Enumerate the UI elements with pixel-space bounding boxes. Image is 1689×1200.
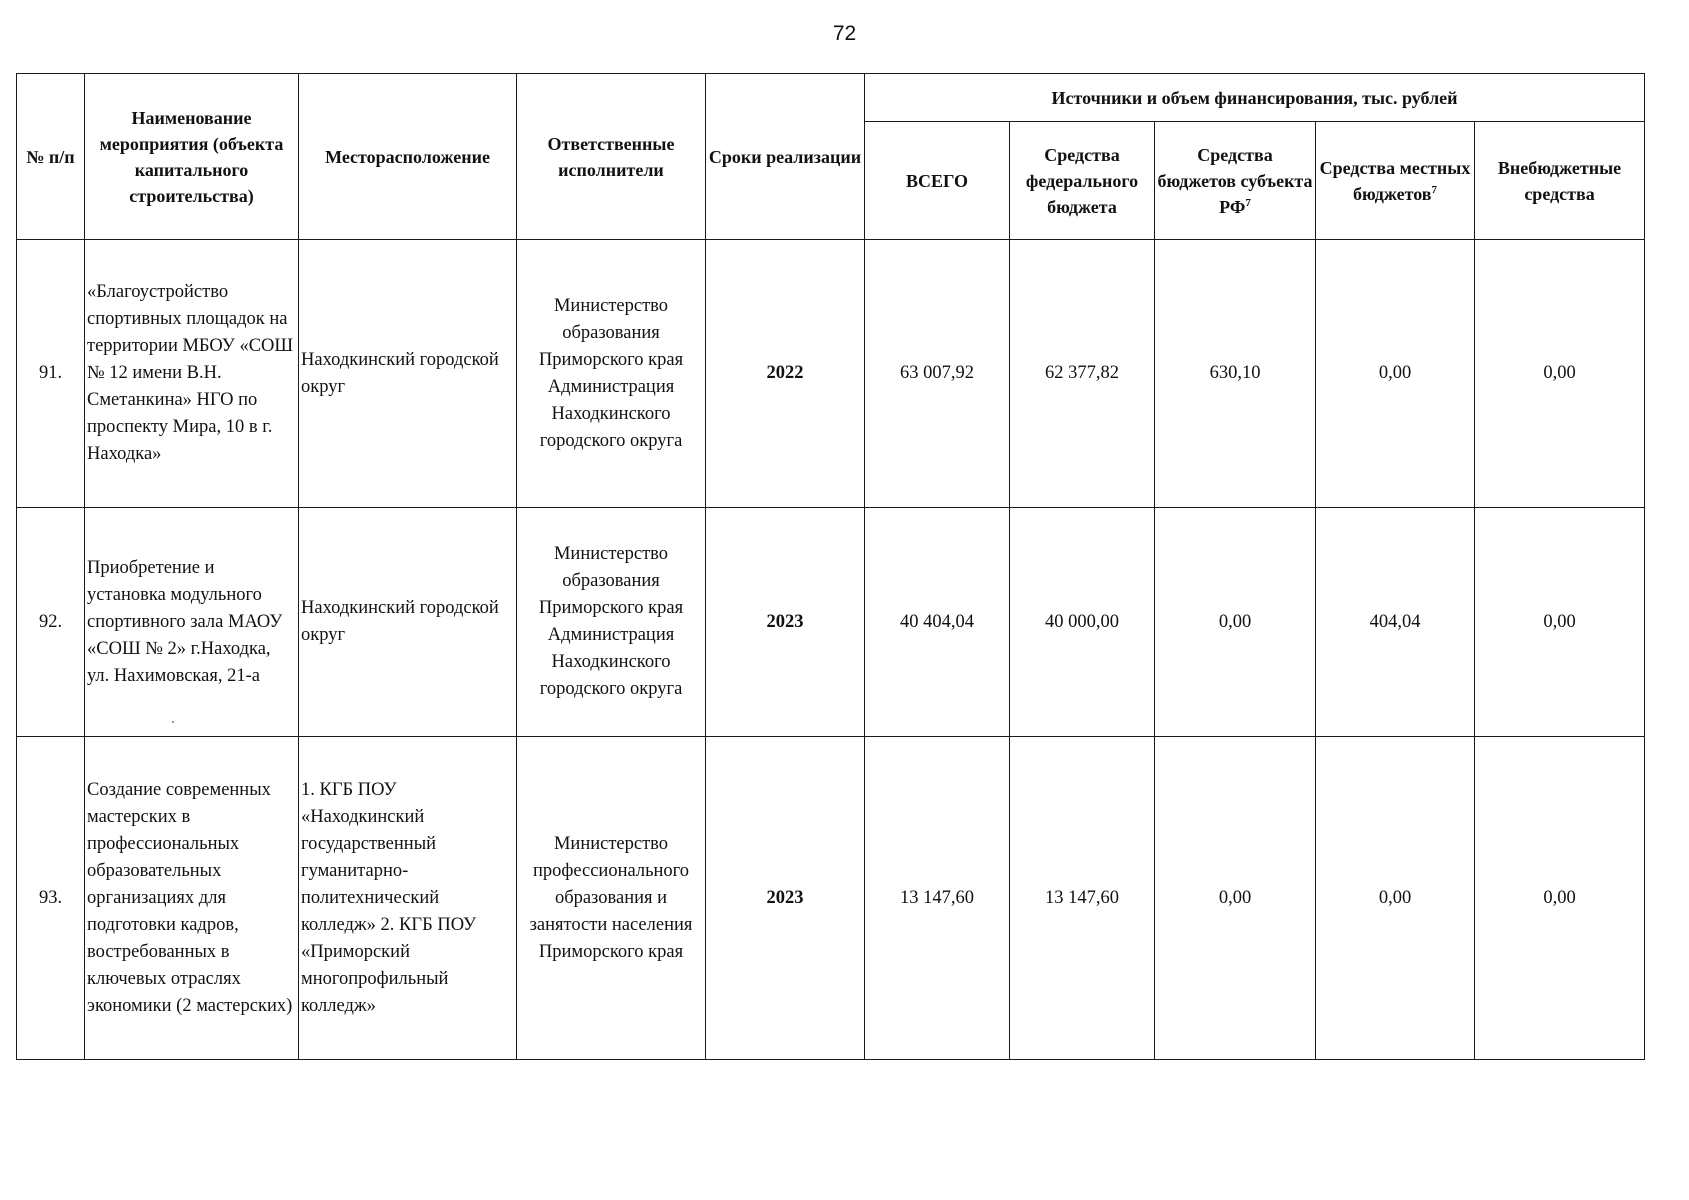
row-name: «Благоустройство спортивных площадок на территории МБОУ «СОШ № 12 имени В.Н. Сметанкина» НГО по проспекту Мира, 10 в г. Находка» — [85, 240, 299, 508]
row-federal: 62 377,82 — [1010, 240, 1155, 508]
row-regional: 0,00 — [1155, 508, 1316, 737]
row-year: 2023 — [706, 737, 865, 1060]
header-executors: Ответственные исполнители — [517, 74, 706, 240]
header-num: № п/п — [17, 74, 85, 240]
row-number: 92. — [17, 508, 85, 737]
row-year: 2023 — [706, 508, 865, 737]
header-location: Месторасположение — [299, 74, 517, 240]
footnote-mark: 7 — [1431, 183, 1437, 196]
table-row — [17, 508, 1645, 737]
row-regional: 630,10 — [1155, 240, 1316, 508]
page-number: 72 — [832, 22, 857, 45]
header-period: Сроки реализации — [706, 74, 865, 240]
financing-table — [16, 73, 1645, 1060]
row-name: Создание современных мастерских в профессиональных образовательных организациях для подготовки кадров, востребованных в ключевых отраслях экономики (2 мастерских) — [85, 737, 299, 1060]
header-regional-label: Средства бюджетов субъекта РФ — [1157, 144, 1313, 217]
row-location: 1. КГБ ПОУ «Находкинский государственный гуманитарно-политехнический колледж» 2. КГБ ПОУ «Приморский многопрофильный колледж» — [299, 737, 517, 1060]
scan-speck — [172, 721, 174, 723]
row-location: Находкинский городской округ — [299, 508, 517, 737]
row-total: 40 404,04 — [865, 508, 1010, 737]
row-name: Приобретение и установка модульного спортивного зала МАОУ «СОШ № 2» г.Находка, ул. Нахимовская, 21-а — [85, 508, 299, 737]
row-number: 91. — [17, 240, 85, 508]
row-offbudget: 0,00 — [1475, 240, 1645, 508]
header-total: ВСЕГО — [865, 122, 1010, 240]
row-local: 404,04 — [1316, 508, 1475, 737]
header-offbudget: Внебюджетные средства — [1475, 122, 1645, 240]
row-location: Находкинский городской округ — [299, 240, 517, 508]
row-total: 63 007,92 — [865, 240, 1010, 508]
row-regional: 0,00 — [1155, 737, 1316, 1060]
row-year: 2022 — [706, 240, 865, 508]
header-federal: Средства федерального бюджета — [1010, 122, 1155, 240]
table-row — [17, 737, 1645, 1060]
row-executors: Министерство профессионального образования и занятости населения Приморского края — [517, 737, 706, 1060]
header-name: Наименование мероприятия (объекта капитального строительства) — [85, 74, 299, 240]
row-number: 93. — [17, 737, 85, 1060]
header-row-1 — [17, 74, 1645, 122]
row-offbudget: 0,00 — [1475, 737, 1645, 1060]
header-financing-group: Источники и объем финансирования, тыс. рублей — [865, 74, 1645, 122]
header-local — [1316, 122, 1475, 240]
row-offbudget: 0,00 — [1475, 508, 1645, 737]
row-local: 0,00 — [1316, 240, 1475, 508]
footnote-mark: 7 — [1245, 196, 1251, 209]
row-executors: Министерство образования Приморского края Администрация Находкинского городского округа — [517, 508, 706, 737]
row-local: 0,00 — [1316, 737, 1475, 1060]
header-regional — [1155, 122, 1316, 240]
table-row — [17, 240, 1645, 508]
row-total: 13 147,60 — [865, 737, 1010, 1060]
row-federal: 40 000,00 — [1010, 508, 1155, 737]
header-local-label: Средства местных бюджетов — [1319, 157, 1471, 204]
row-federal: 13 147,60 — [1010, 737, 1155, 1060]
row-executors: Министерство образования Приморского края Администрация Находкинского городского округа — [517, 240, 706, 508]
